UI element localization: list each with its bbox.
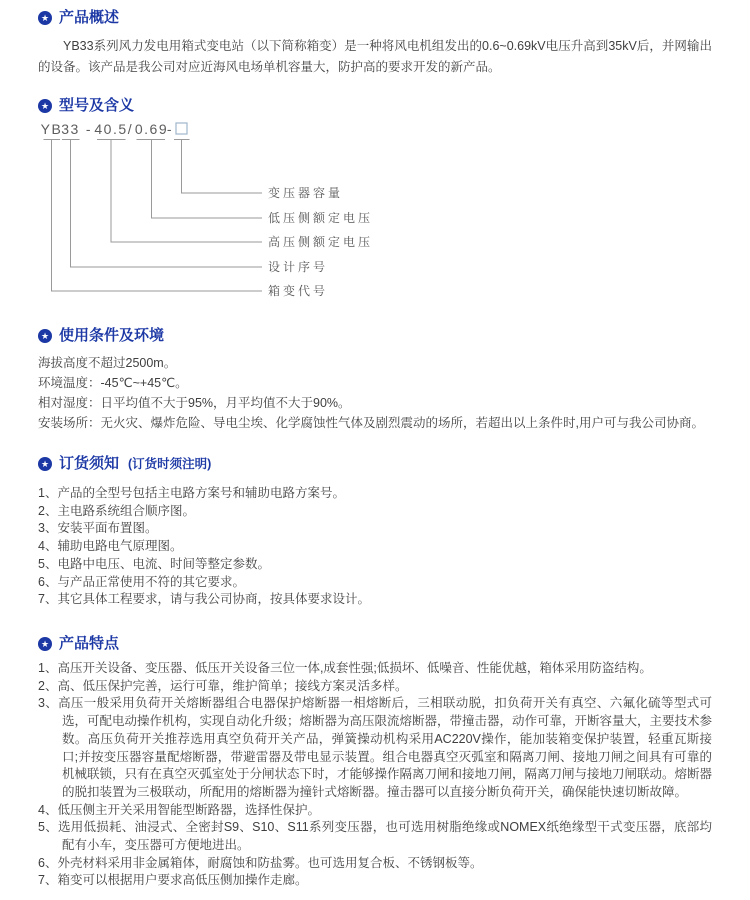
condition-line-altitude: 海拔高度不超过2500m。	[38, 356, 177, 370]
section-subtitle: (订货时须注明)	[128, 457, 212, 471]
section-model-header	[38, 96, 712, 116]
diagram-connector-lines	[44, 140, 263, 292]
section-title: 型号及含义	[59, 97, 135, 114]
ordering-item: 3、安装平面布置图。	[38, 521, 158, 536]
model-token-hv: 40.5	[94, 121, 128, 137]
feature-item: 4、低压侧主开关采用智能型断路器，选择性保护。	[38, 802, 320, 817]
ordering-item: 4、辅助电路电气原理图。	[38, 539, 183, 554]
star-icon: ★	[38, 11, 52, 25]
section-features-header	[38, 634, 712, 654]
section-model	[38, 96, 712, 308]
feature-item: 1、高压开关设备、变压器、低压开关设备三位一体,成套性强;低损坏、低噪音、性能优越，箱体采用防盗结构。	[38, 661, 652, 675]
ordering-item: 6、与产品正常使用不符的其它要求。	[38, 574, 245, 589]
ordering-item: 2、主电路系统组合顺序图。	[38, 503, 195, 518]
ordering-item: 7、其它具体工程要求，请与我公司协商，按具体要求设计。	[38, 592, 370, 607]
condition-line-site: 安装场所：无火灾、爆炸危险、导电尘埃、化学腐蚀性气体及剧烈震动的场所，若超出以上条件时,用户可与我公司协商。	[38, 416, 704, 430]
section-title: 产品概述	[59, 9, 120, 26]
condition-line-temperature: 环境温度：-45℃~+45℃。	[38, 376, 188, 390]
diagram-label-box-code: 箱变代号	[268, 284, 329, 298]
diagram-label-hv-voltage: 高压侧额定电压	[268, 235, 374, 249]
feature-item: 6、外壳材料采用非金属箱体，耐腐蚀和防盐雾。也可选用复合板、不锈钢板等。	[38, 855, 483, 870]
model-token-lv: 0.69	[134, 121, 169, 137]
condition-line-humidity: 相对湿度：日平均值不大于95%，月平均值不大于90%。	[38, 396, 351, 410]
star-icon: ★	[38, 329, 52, 343]
diagram-label-lv-voltage: 低压侧额定电压	[268, 211, 374, 225]
model-token-dash1: -	[85, 121, 93, 137]
feature-item: 7、箱变可以根据用户要求高低压侧加操作走廊。	[38, 873, 308, 888]
feature-item: 5、选用低损耗、油浸式、全密封S9、S10、S11系列变压器，也可选用树脂绝缘或NOMEX纸绝缘型干式变压器，底部均配有小车，变压器可方便地进出。	[38, 820, 712, 853]
section-title: 订货须知	[59, 455, 120, 472]
model-token-slash: /	[127, 121, 134, 137]
star-icon: ★	[38, 99, 52, 113]
features-list	[38, 660, 712, 890]
ordering-item: 1、产品的全型号包括主电路方案号和辅助电路方案号。	[38, 486, 345, 500]
conditions-list	[38, 353, 712, 433]
ordering-item: 5、电路中电压、电流、时间等整定参数。	[38, 556, 270, 571]
section-title: 使用条件及环境	[59, 327, 165, 344]
star-icon: ★	[38, 457, 52, 471]
diagram-label-design-no: 设计序号	[268, 260, 329, 274]
ordering-list	[38, 485, 712, 609]
diagram-label-capacity: 变压器容量	[268, 186, 344, 200]
model-token-dash2: -	[166, 121, 174, 137]
section-conditions-header	[38, 326, 712, 346]
star-icon: ★	[38, 637, 52, 651]
model-token-code: YB	[40, 121, 63, 137]
section-conditions	[38, 326, 712, 433]
model-meaning-diagram	[38, 118, 598, 308]
overview-paragraph: YB33系列风力发电用箱式变电站（以下简称箱变）是一种将风电机组发出的0.6~0.69kV电压升高到35kV后，并网输出的设备。该产品是我公司对应近海风电场单机容量大，防护高的要求开发的新产品。	[38, 39, 712, 74]
placeholder-box	[176, 123, 187, 134]
section-overview-header	[38, 8, 712, 28]
section-ordering-header	[38, 454, 712, 474]
section-ordering	[38, 454, 712, 609]
feature-item: 3、高压一般采用负荷开关熔断器组合电器保护熔断器一相熔断后，三相联动脱，扣负荷开关有真空、六氟化硫等型式可选，可配电动操作机构，实现自动化升级；熔断器为高压限流熔断器，带撞击器，动作可靠，开断容量大，主要技术参数。高压负荷开关推荐选用真空负荷开关产品，弹簧操动机构采用AC220V操作，能加装箱变保护装置，轻重瓦斯接口;并按变压器容量配熔断器，带避雷器及带电显示装置。组合电器真空灭弧室和隔离刀闸、接地刀闸之间具有可靠的机械联锁，只有在真空灭弧室处于分闸状态下时，才能够操作隔离刀闸和接地刀闸，隔离刀闸与接地刀闸联动。熔断器的脱扣装置为三极联动，所配用的熔断器为撞针式熔断器。撞击器可以直接分断负荷开关，确保能快速切断故障。	[38, 696, 713, 799]
section-features	[38, 634, 712, 890]
feature-item: 2、高、低压保护完善，运行可靠，维护简单；接线方案灵活多样。	[38, 678, 408, 693]
section-overview	[38, 8, 712, 77]
model-token-series: 33	[61, 121, 80, 137]
section-title: 产品特点	[59, 635, 120, 652]
